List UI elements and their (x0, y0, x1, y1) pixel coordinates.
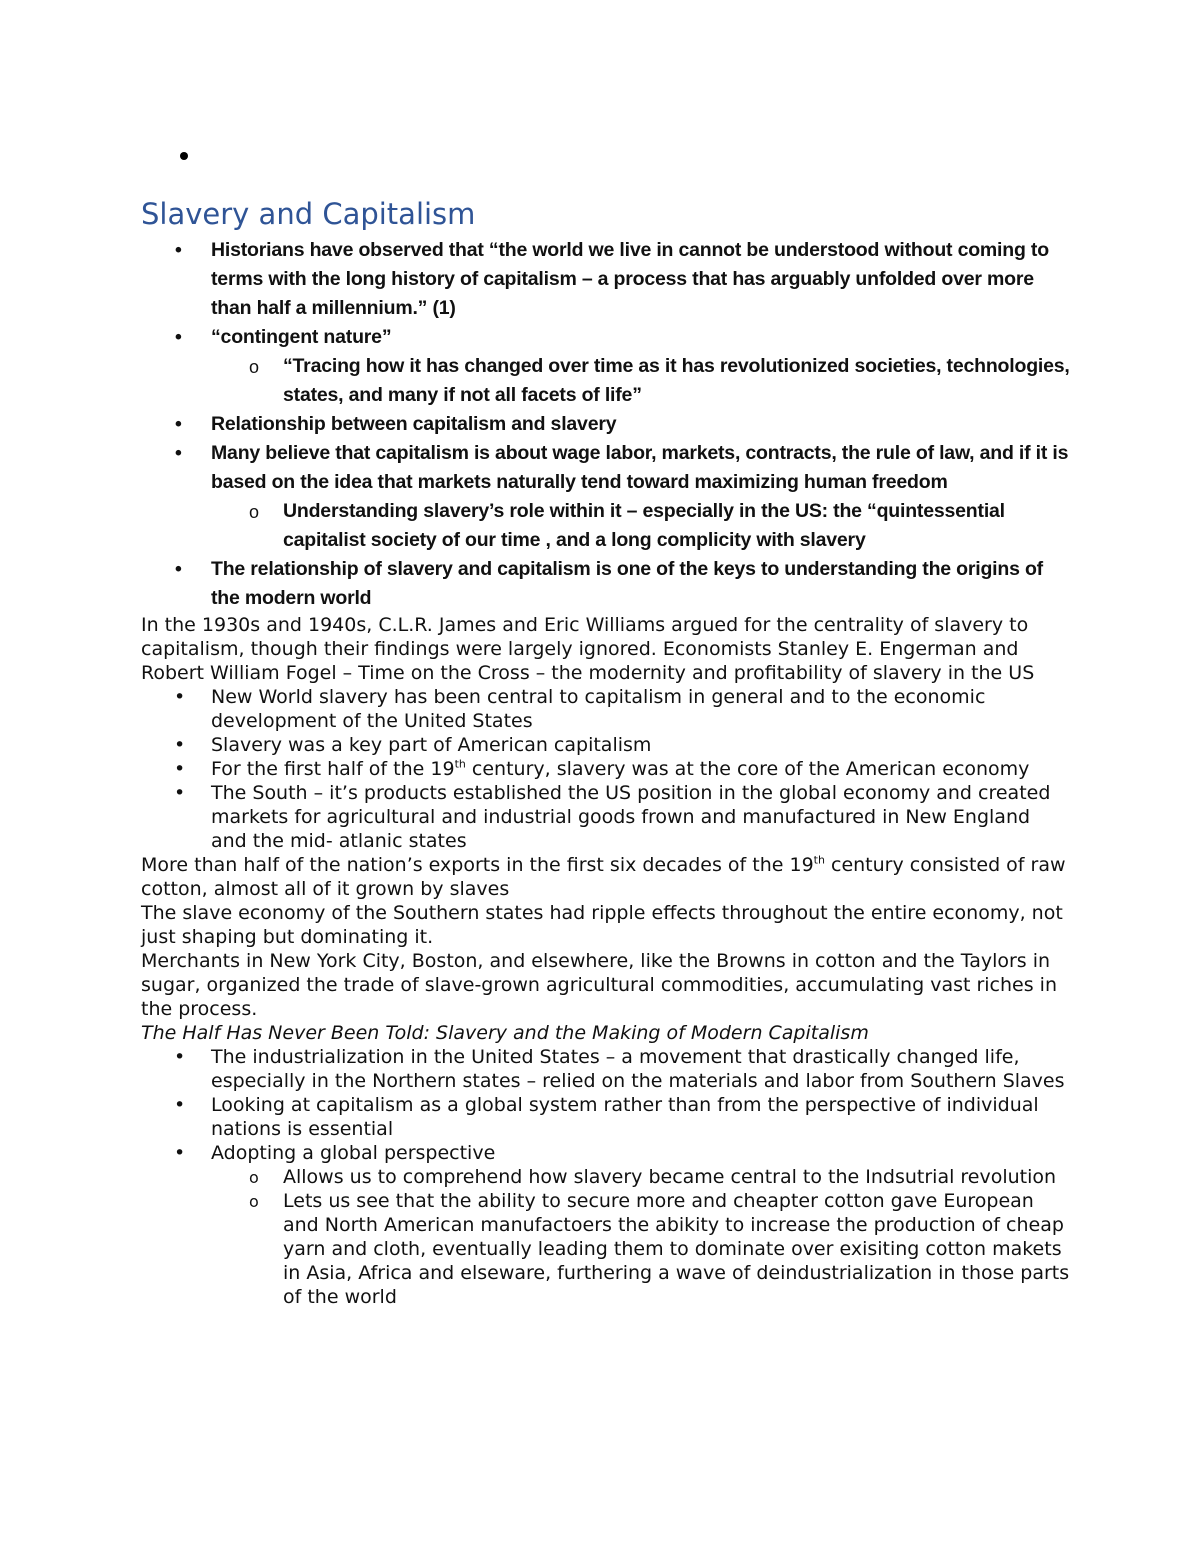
paragraph (141, 853, 1071, 901)
list-item-text-part: century, slavery was at the core of the American economy (465, 758, 1030, 780)
bold-bullet-list (141, 236, 1071, 613)
bullet-icon: • (174, 758, 186, 780)
list-item-text: New World slavery has been central to capitalism in general and to the economic development of the United States (211, 686, 986, 732)
superscript: th (454, 757, 466, 771)
bullet-icon: • (175, 239, 182, 261)
sub-bullet-icon: o (249, 357, 259, 377)
bullet-list (141, 1045, 1071, 1309)
list-item-text: Relationship between capitalism and slavery (211, 413, 617, 435)
list-item (141, 323, 1071, 352)
section-heading: Slavery and Capitalism (141, 197, 476, 231)
sub-list-item (141, 352, 1071, 410)
book-title: The Half Has Never Been Told: Slavery and the Making of Modern Capitalism (141, 1022, 869, 1044)
list-item (141, 439, 1071, 497)
list-item-text: Allows us to comprehend how slavery became central to the Indsutrial revolution (283, 1166, 1057, 1188)
list-item (141, 236, 1071, 323)
bullet-icon: • (175, 442, 182, 464)
list-item-text-part: For the first half of the 19 (211, 758, 455, 780)
bullet-icon: • (175, 413, 182, 435)
bullet-icon: • (174, 1046, 186, 1068)
list-item (141, 757, 1071, 781)
list-item-text: Understanding slavery’s role within it – especially in the US: the “quintessential capitalist society of our time , and a long complicity with slavery (283, 500, 1005, 551)
bullet-icon: • (175, 558, 182, 580)
sub-list-item (141, 497, 1071, 555)
list-item-text: “contingent nature” (211, 326, 392, 348)
list-item-text: The relationship of slavery and capitalism is one of the keys to understanding the origins of the modern world (211, 558, 1043, 609)
sub-bullet-icon: o (249, 1168, 259, 1187)
list-item-text: Lets us see that the ability to secure more and cheapter cotton gave European and North American manufactoers the abikity to increase the production of cheap yarn and cloth, eventually leading them to dominate over exisiting cotton makets in Asia, Africa and elseware, furthering a wave of deindustrialization in those parts of the world (283, 1190, 1070, 1308)
list-item-text: The industrialization in the United States – a movement that drastically changed life, especially in the Northern states – relied on the materials and labor from Southern Slaves (211, 1046, 1065, 1092)
list-item (141, 685, 1071, 733)
paragraph: In the 1930s and 1940s, C.L.R. James and Eric Williams argued for the centrality of slavery to capitalism, though their findings were largely ignored. Economists Stanley E. Engerman and Robert William Fogel – Time on the Cross – the modernity and profitability of slavery in the US (141, 614, 1035, 684)
superscript: th (813, 853, 825, 867)
sub-list-item (141, 1165, 1071, 1189)
list-item (141, 733, 1071, 757)
sub-bullet-icon: o (249, 502, 259, 522)
list-item (141, 1093, 1071, 1141)
list-item (141, 1141, 1071, 1165)
bullet-icon: • (174, 1142, 186, 1164)
paragraph-text-part: century consisted of raw cotton, almost all of it grown by slaves (141, 854, 1066, 900)
list-item (141, 555, 1071, 613)
document-body (141, 140, 1071, 1309)
bullet-icon: • (174, 782, 186, 804)
list-item-text: Slavery was a key part of American capitalism (211, 734, 652, 756)
list-item (141, 1045, 1071, 1093)
sub-bullet-icon: o (249, 1192, 259, 1211)
paragraph-text-part: More than half of the nation’s exports in the first six decades of the 19 (141, 854, 814, 876)
bullet-dot-icon (180, 152, 188, 160)
bullet-icon: • (174, 686, 186, 708)
list-item-text: Historians have observed that “the world we live in cannot be understood without coming to terms with the long history of capitalism – a process that has arguably unfolded over more than half a millennium.” (1) (211, 239, 1049, 319)
bullet-icon: • (175, 326, 182, 348)
paragraph: Merchants in New York City, Boston, and elsewhere, like the Browns in cotton and the Taylors in sugar, organized the trade of slave-grown agricultural commodities, accumulating vast riches in the process. (141, 950, 1057, 1020)
bullet-icon: • (174, 1094, 186, 1116)
paragraph: The slave economy of the Southern states had ripple effects throughout the entire economy, not just shaping but dominating it. (141, 902, 1063, 948)
list-item-text: The South – it’s products established the US position in the global economy and created markets for agricultural and industrial goods frown and manufactured in New England and the mid- atlanic states (211, 782, 1051, 852)
bullet-list (141, 685, 1071, 853)
sub-list-item (141, 1189, 1071, 1309)
list-item (141, 781, 1071, 853)
bullet-icon: • (174, 734, 186, 756)
list-item-text: Many believe that capitalism is about wage labor, markets, contracts, the rule of law, and if it is based on the idea that markets naturally tend toward maximizing human freedom (211, 442, 1069, 493)
empty-bullet-item (141, 140, 1071, 172)
list-item-text: Looking at capitalism as a global system rather than from the perspective of individual nations is essential (211, 1094, 1039, 1140)
list-item-text: “Tracing how it has changed over time as it has revolutionized societies, technologies, states, and many if not all facets of life” (283, 355, 1070, 406)
list-item-text: Adopting a global perspective (211, 1142, 496, 1164)
list-item (141, 410, 1071, 439)
